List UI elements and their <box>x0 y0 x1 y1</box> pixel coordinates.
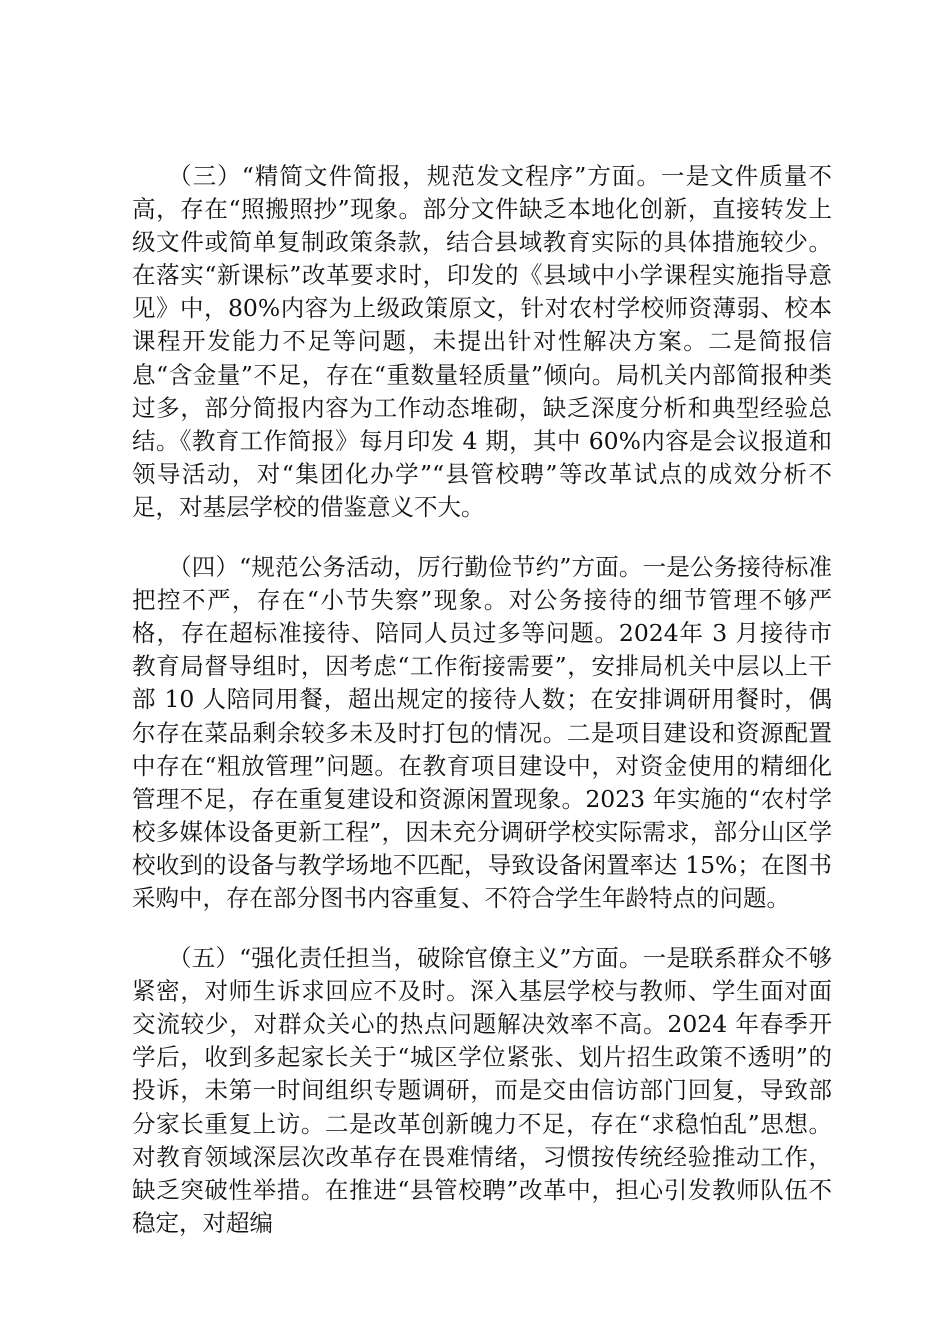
paragraph-section-three: （三）“精简文件简报，规范发文程序”方面。一是文件质量不高，存在“照搬照抄”现象。部分文件缺乏本地化创新，直接转发上级文件或简单复制政策条款，结合县域教育实际的具体措施较少。在落实“新课标”改革要求时，印发的《县域中小学课程实施指导意见》中，80%内容为上级政策原文，针对农村学校师资薄弱、校本课程开发能力不足等问题，未提出针对性解决方案。二是简报信息“含金量”不足，存在“重数量轻质量”倾向。局机关内部简报种类过多，部分简报内容为工作动态堆砌，缺乏深度分析和典型经验总结。《教育工作简报》每月印发 4 期，其中 60%内容是会议报道和领导活动，对“集团化办学”“县管校聘”等改革试点的成效分析不足，对基层学校的借鉴意义不大。 <box>132 162 832 521</box>
paragraph-section-four: （四）“规范公务活动，厉行勤俭节约”方面。一是公务接待标准把控不严，存在“小节失察”现象。对公务接待的细节管理不够严格，存在超标准接待、陪同人员过多等问题。2024年 3 月接待市教育局督导组时，因考虑“工作衔接需要”，安排局机关中层以上干部 10 人陪同用餐，超出规定的接待人数；在安排调研用餐时，偶尔存在菜品剩余较多未及时打包的情况。二是项目建设和资源配置中存在“粗放管理”问题。在教育项目建设中，对资金使用的精细化管理不足，存在重复建设和资源闲置现象。2023 年实施的“农村学校多媒体设备更新工程”，因未充分调研学校实际需求，部分山区学校收到的设备与教学场地不匹配，导致设备闲置率达 15%；在图书采购中，存在部分图书内容重复、不符合学生年龄特点的问题。 <box>132 553 832 912</box>
paragraph-section-five: （五）“强化责任担当，破除官僚主义”方面。一是联系群众不够紧密，对师生诉求回应不及时。深入基层学校与教师、学生面对面交流较少，对群众关心的热点问题解决效率不高。2024 年春季开学后，收到多起家长关于“城区学位紧张、划片招生政策不透明”的投诉，未第一时间组织专题调研，而是交由信访部门回复，导致部分家长重复上访。二是改革创新魄力不足，存在“求稳怕乱”思想。对教育领域深层次改革存在畏难情绪，习惯按传统经验推动工作，缺乏突破性举措。在推进“县管校聘”改革中，担心引发教师队伍不稳定，对超编 <box>132 944 832 1237</box>
document-body <box>132 160 832 1267</box>
